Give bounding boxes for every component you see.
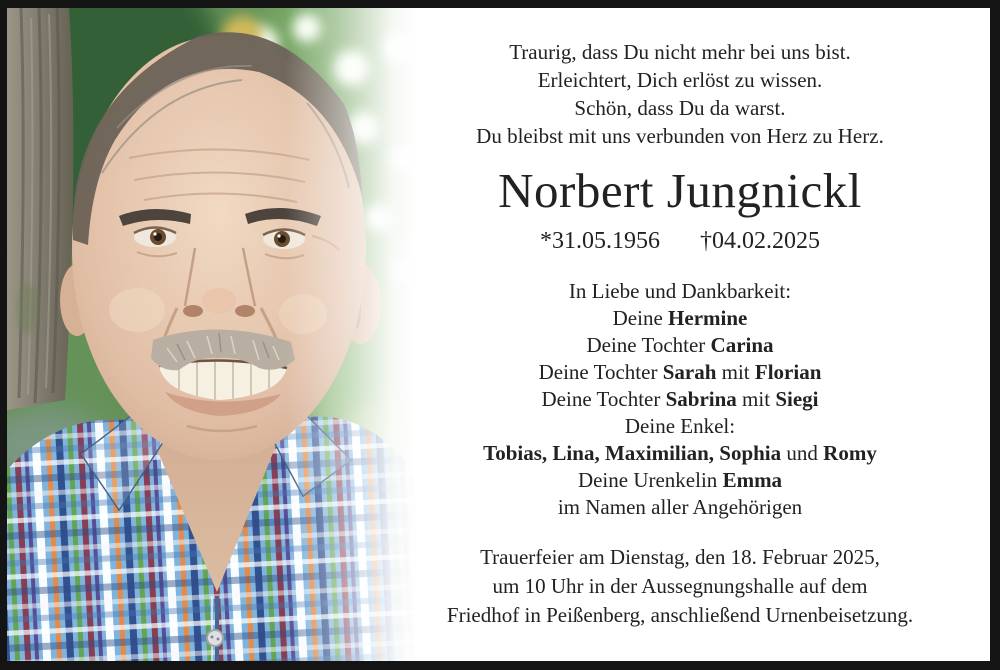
verse-line: Erleichtert, Dich erlöst zu wissen.	[537, 68, 823, 92]
life-dates	[420, 226, 940, 256]
funeral-line: Friedhof in Peißenberg, anschließend Urnenbeisetzung.	[446, 603, 914, 627]
tribute-line: Deine Tochter Sarah mit Florian	[538, 360, 822, 384]
tribute-line: Deine Enkel:	[624, 414, 736, 438]
funeral-line: um 10 Uhr in der Aussegnungshalle auf dem	[492, 574, 868, 598]
family-tribute	[420, 278, 940, 521]
portrait-photo	[7, 8, 417, 661]
photo-white-fade	[7, 8, 417, 661]
tribute-line: Deine Tochter Sabrina mit Siegi	[541, 387, 819, 411]
funeral-info	[420, 543, 940, 630]
verse-line: Traurig, dass Du nicht mehr bei uns bist.	[509, 40, 851, 64]
obituary-text	[420, 8, 940, 630]
memorial-verse	[420, 38, 940, 150]
death-date: †04.02.2025	[700, 228, 820, 254]
verse-line: Schön, dass Du da warst.	[574, 96, 786, 120]
birth-date: *31.05.1956	[540, 228, 660, 254]
verse-line: Du bleibst mit uns verbunden von Herz zu Herz.	[476, 124, 884, 148]
tribute-line: Tobias, Lina, Maximilian, Sophia und Romy	[483, 441, 877, 465]
funeral-line: Trauerfeier am Dienstag, den 18. Februar 2025,	[480, 545, 880, 569]
tribute-intro: In Liebe und Dankbarkeit:	[568, 279, 792, 303]
tribute-line: Deine Tochter Carina	[586, 333, 774, 357]
tribute-line: Deine Hermine	[612, 306, 748, 330]
deceased-name: Norbert Jungnickl	[498, 163, 862, 218]
tribute-line: Deine Urenkelin Emma	[577, 468, 783, 492]
tribute-line: im Namen aller Angehörigen	[557, 495, 803, 519]
obituary-inner	[7, 8, 990, 661]
